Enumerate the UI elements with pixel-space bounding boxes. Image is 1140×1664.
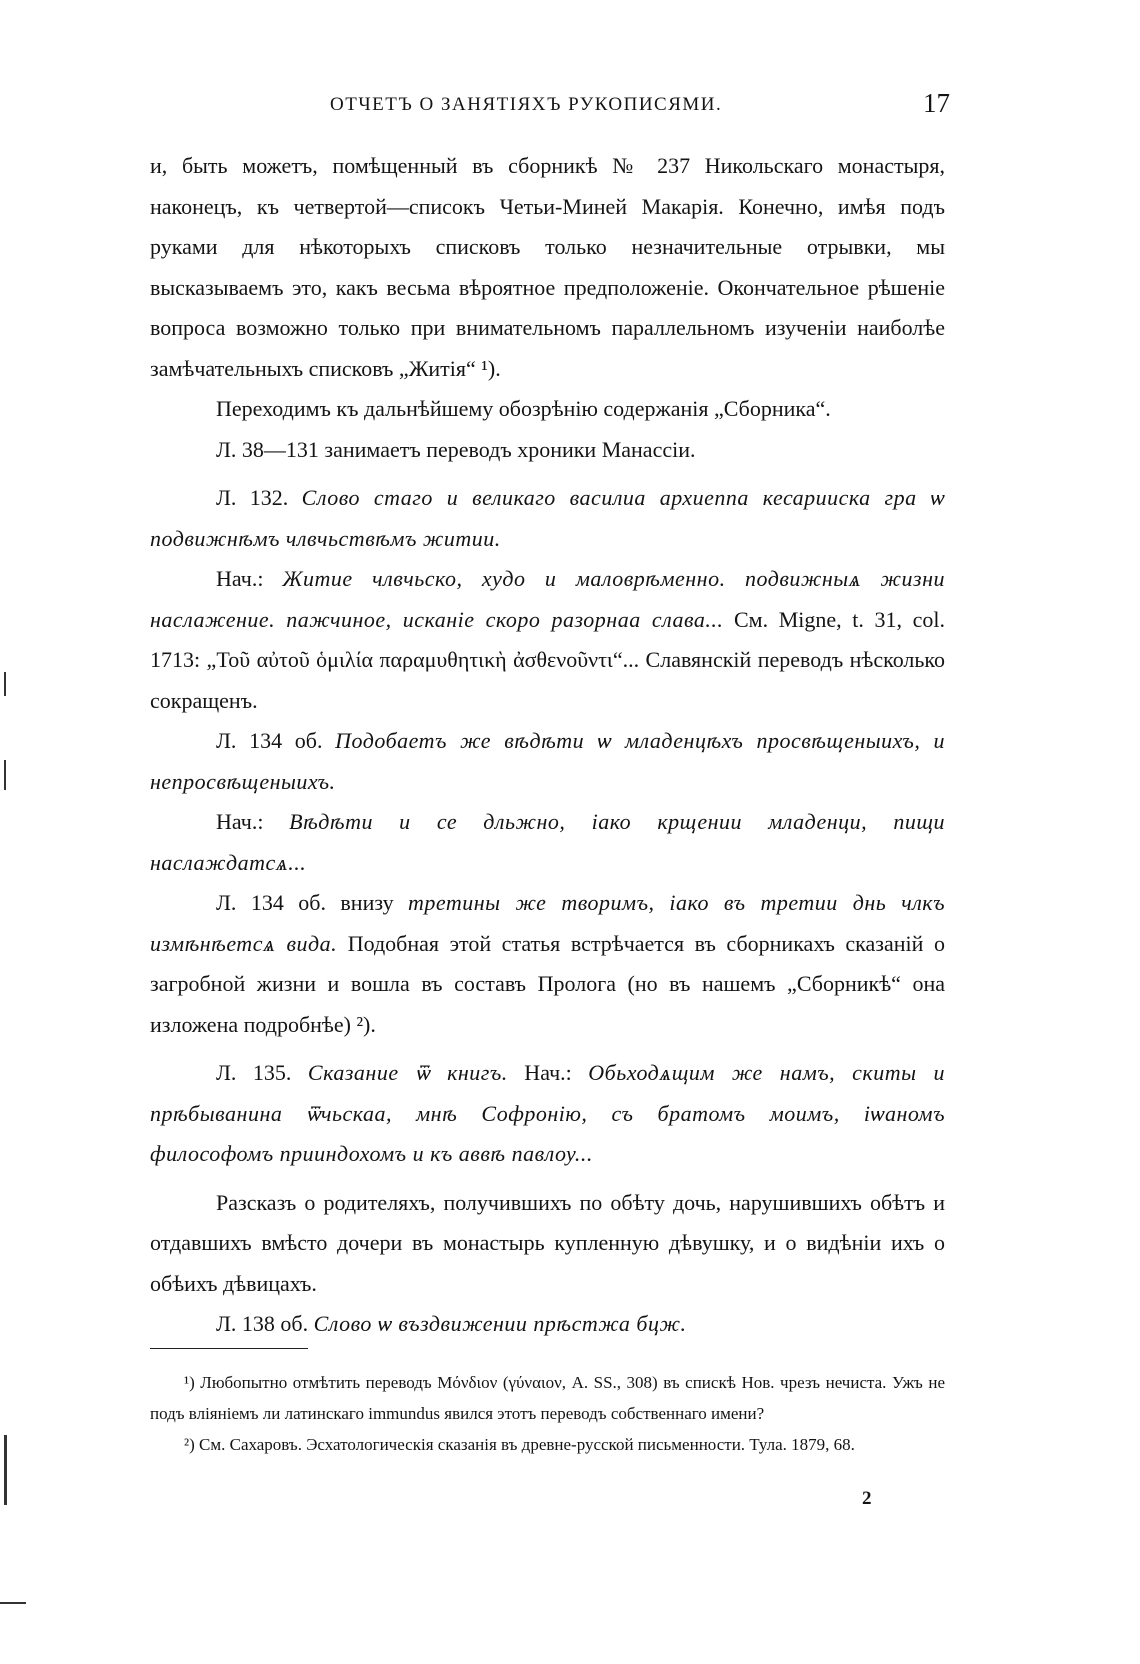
text-segment: Л. 135. [216, 1060, 308, 1085]
paragraph [150, 389, 945, 430]
church-slavonic-quote: третины же творимъ, іако въ третии днь члкъ измѣнѣетсѧ вида. [150, 890, 945, 956]
footnotes [150, 1367, 945, 1460]
page-number: 17 [923, 88, 950, 118]
text-segment: Л. 134 об. внизу [216, 890, 409, 915]
paragraph [150, 559, 945, 721]
text-segment: Подобная этой статья встрѣчается въ сборникахъ сказаній о загробной жизни и вошла въ составъ Пролога (но въ нашемъ „Сборникѣ“ она изложена подробнѣе) ²). [150, 930, 945, 1037]
church-slavonic-quote: Слово ѡ въздвижении прѣстжа бцж. [313, 1311, 687, 1336]
text-segment: Нач.: [216, 809, 290, 834]
footnote-separator [150, 1348, 308, 1349]
paragraph [150, 146, 945, 389]
church-slavonic-quote: Житие члвчьско, худо и маловрѣменно. подвижныѧ жизни наслажение. пажчиное, исканіе скоро разорнаа слава... [150, 566, 945, 632]
church-slavonic-quote: Сказание ѿ книгъ. [307, 1060, 508, 1085]
scan-edge-mark [0, 1602, 26, 1604]
printer-signature-mark: 2 [862, 1488, 872, 1509]
text-segment: Нач.: [507, 1060, 589, 1085]
church-slavonic-quote: Обьходѧщим же намъ, скиты и прѣбыванина ѿчьскаа, мнѣ Софронію, съ братомъ моимъ, іѡаномъ философомъ прииндохомъ и къ аввѣ павлоу... [150, 1060, 946, 1166]
text-segment: Л. 134 об. [216, 728, 336, 753]
text-segment: Л. 38—131 занимаетъ переводъ хроники Манассіи. [216, 436, 696, 462]
text-segment: Разсказъ о родителяхъ, получившихъ по обѣту дочь, нарушившихъ обѣтъ и отдавшихъ вмѣсто дочери въ монастырь купленную дѣвушку, и о видѣніи ихъ о обѣихъ дѣвицахъ. [150, 1189, 945, 1296]
main-text [150, 146, 945, 1345]
church-slavonic-quote: Вѣдѣти и се дльжно, іако крщении младенци, пищи наслаждатсѧ... [150, 809, 945, 875]
running-title: ОТЧЕТЪ О ЗАНЯТІЯХЪ РУКОПИСЯМИ. [330, 94, 723, 115]
church-slavonic-quote: Слово стаго и великаго василиа архиеппа кесарииска гра ѡ подвижнѣмъ члвчьствѣмъ житии. [150, 485, 945, 551]
footnote: ²) См. Сахаровъ. Эсхатологическія сказанія въ древне-русской письменности. Тула. 1879, 68. [184, 1435, 855, 1454]
text-segment: Нач.: [216, 566, 283, 591]
scan-edge-mark [4, 1435, 7, 1505]
paragraph [150, 721, 945, 802]
paragraph [150, 1304, 945, 1345]
paragraph [150, 1053, 945, 1175]
paragraph [150, 478, 945, 559]
text-segment: и, быть можетъ, помѣщенный въ сборникѣ № 237 Никольскаго монастыря, наконецъ, къ четвертой—списокъ Четьи-Миней Макарія. Конечно, имѣя подъ руками для нѣкоторыхъ списковъ только незначительные отрывки, мы высказываемъ это, какъ весьма вѣроятное предположеніе. Окончательное рѣшеніе вопроса возможно только при внимательномъ параллельномъ изученіи наиболѣе замѣчательныхъ списковъ „Житія“ ¹). [150, 153, 945, 381]
scan-edge-mark [4, 760, 6, 790]
footnote: ¹) Любопытно отмѣтить переводъ Μόνδιον (γύναιον, A. SS., 308) въ спискѣ Нов. чрезъ нечиста. Ужъ не подъ вліяніемъ ли латинскаго immundus явился этотъ переводъ собственнаго имени? [150, 1373, 945, 1423]
paragraph [150, 1183, 945, 1305]
church-slavonic-quote: Подобаетъ же вѣдѣти ѡ младенцѣхъ просвѣщеныихъ, и непросвѣщеныихъ. [150, 728, 945, 794]
text-segment: См. Migne, t. 31, col. 1713: „Τοῦ αὐτοῦ ὁμιλία παραμυθητικὴ ἀσθενοῦντι“... Славянскій переводъ нѣсколько сокращенъ. [150, 606, 945, 713]
paragraph [150, 430, 945, 471]
scan-edge-mark [4, 672, 6, 696]
paragraph [150, 802, 945, 883]
paragraph [150, 883, 945, 1045]
text-segment: Переходимъ къ дальнѣйшему обозрѣнію содержанія „Сборника“. [216, 396, 831, 421]
text-segment: Л. 132. [216, 485, 302, 510]
text-segment: Л. 138 об. [216, 1311, 314, 1336]
page-header [150, 88, 950, 128]
